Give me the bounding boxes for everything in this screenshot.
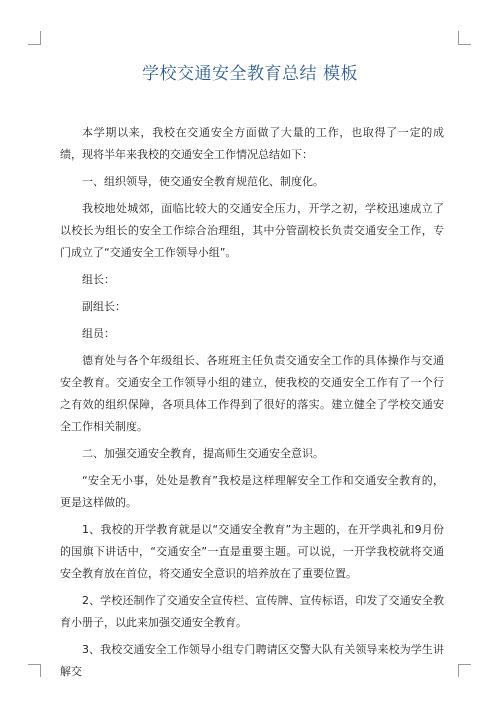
document-body [60,122,444,688]
crop-mark-top-right-v [458,31,459,44]
paragraph-safety-motto: “安全无小事，处处是教育”我校是这样理解安全工作和交通安全教育的，更是这样做的。 [60,474,444,509]
crop-mark-bottom-left-v [40,664,41,677]
heading-section-2: 二、加强交通安全教育，提高师生交通安全意识。 [82,447,324,460]
paragraph-item-2: 2、学校还制作了交通安全宣传栏、宣传牌、宣传标语，印发了交通安全教育小册子，以此来加强交通安全教育。 [60,594,444,629]
paragraph-location: 我校地处城郊，面临比较大的交通安全压力，开学之初，学校迅速成立了以校长为组长的安全工作综合治理组，其中分管副校长负责交通安全工作，专门成立了“交通安全工作领导小组”。 [60,202,444,259]
crop-mark-top-left-h [28,44,41,45]
crop-mark-bottom-right-h [458,664,471,665]
label-leader: 组长： [82,273,115,286]
paragraph-intro: 本学期以来，我校在交通安全方面做了大量的工作，也取得了一定的成绩，现将半年来我校的交通安全工作情况总结如下： [60,126,444,161]
crop-mark-top-left-v [40,31,41,44]
label-members: 组员： [82,327,115,340]
paragraph-item-3: 3、我校交通安全工作领导小组专门聘请区交警大队有关领导来校为学生讲解交 [60,643,444,678]
crop-mark-top-right-h [458,44,471,45]
label-deputy-leader: 副组长： [82,300,126,313]
document-title: 学校交通安全教育总结 模板 [142,64,358,84]
paragraph-item-1: 1、我校的开学教育就是以“交通安全教育”为主题的，在开学典礼和9月份的国旗下讲话中，“交通安全”一直是重要主题。可以说，一开学我校就将交通安全教育放在首位，将交通安全意识的培养放在了重要位置。 [60,523,444,580]
paragraph-moral-education: 德育处与各个年级组长、各班班主任负责交通安全工作的具体操作与交通安全教育。交通安全工作领导小组的建立，使我校的交通安全工作有了一个行之有效的组织保障，各项具体工作得到了很好的落实。建立健全了学校交通安全工作相关制度。 [60,354,444,433]
heading-section-1: 一、组织领导，使交通安全教育规范化、制度化。 [82,175,324,188]
crop-mark-bottom-right-v [458,664,459,677]
